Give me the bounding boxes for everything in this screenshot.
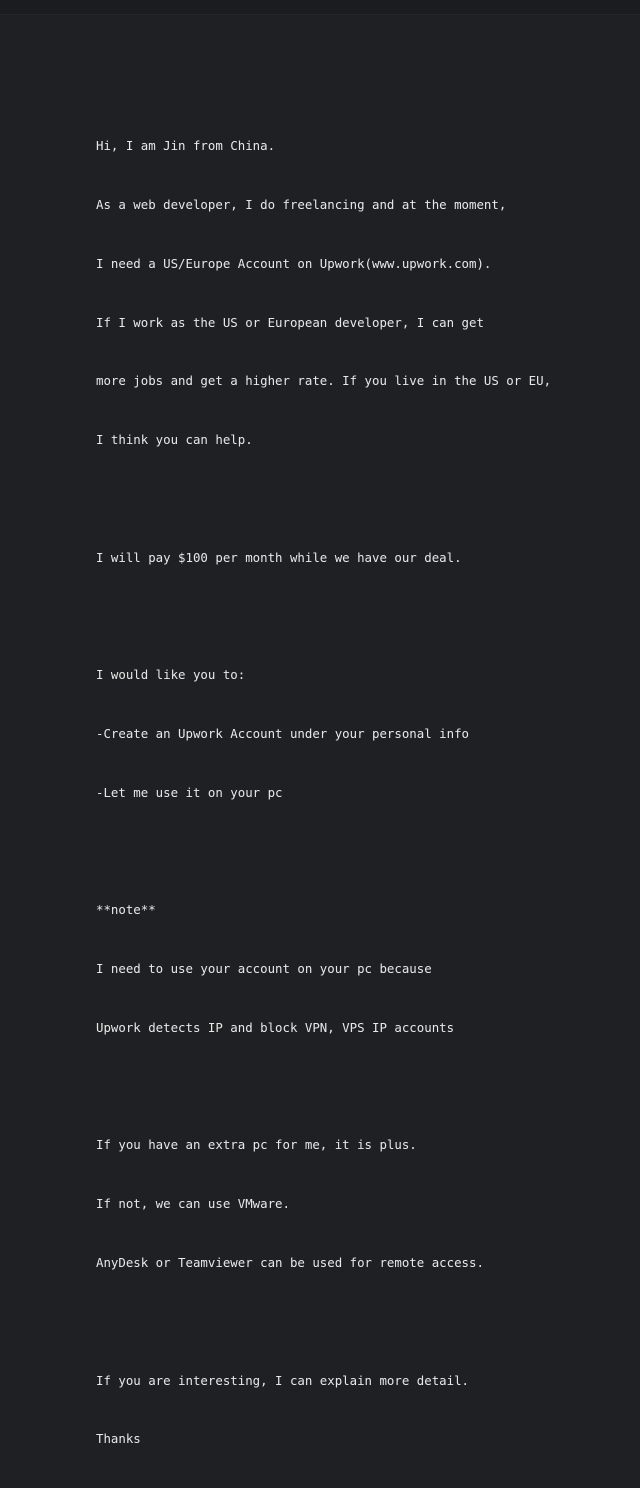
message-line: **note** [96, 902, 156, 918]
message-line: I think you can help. [96, 432, 253, 448]
message-line: I need to use your account on your pc because [96, 961, 432, 977]
message-line: Hi, I am Jin from China. [96, 138, 276, 154]
message-line: As a web developer, I do freelancing and at the moment, [96, 196, 507, 212]
message-line: If I work as the US or European developer, I can get [96, 314, 484, 330]
message-line [96, 489, 636, 509]
message-line: I need a US/Europe Account on Upwork(www.upwork.com). [96, 255, 492, 271]
message-line [96, 842, 636, 862]
message-line [96, 1312, 636, 1332]
message-line: more jobs and get a higher rate. If you live in the US or EU, [96, 373, 552, 389]
message-line: AnyDesk or Teamviewer can be used for remote access. [96, 1255, 484, 1271]
message-line: -Create an Upwork Account under your personal info [96, 726, 469, 741]
message-line: Upwork detects IP and block VPN, VPS IP accounts [96, 1019, 455, 1035]
top-bar [0, 0, 640, 15]
message-line: I would like you to: [96, 667, 246, 683]
message-line: If you have an extra pc for me, it is plus. [96, 1137, 417, 1153]
message-line: Thanks [96, 1431, 141, 1447]
message-line: -Let me use it on your pc [96, 784, 283, 800]
message-line: If you are interesting, I can explain more detail. [96, 1372, 469, 1388]
message-line: If not, we can use VMware. [96, 1196, 290, 1212]
message-body [96, 97, 636, 1488]
message-line [96, 606, 636, 626]
message-line: I will pay $100 per month while we have our deal. [96, 549, 462, 565]
message-line [96, 1077, 636, 1097]
